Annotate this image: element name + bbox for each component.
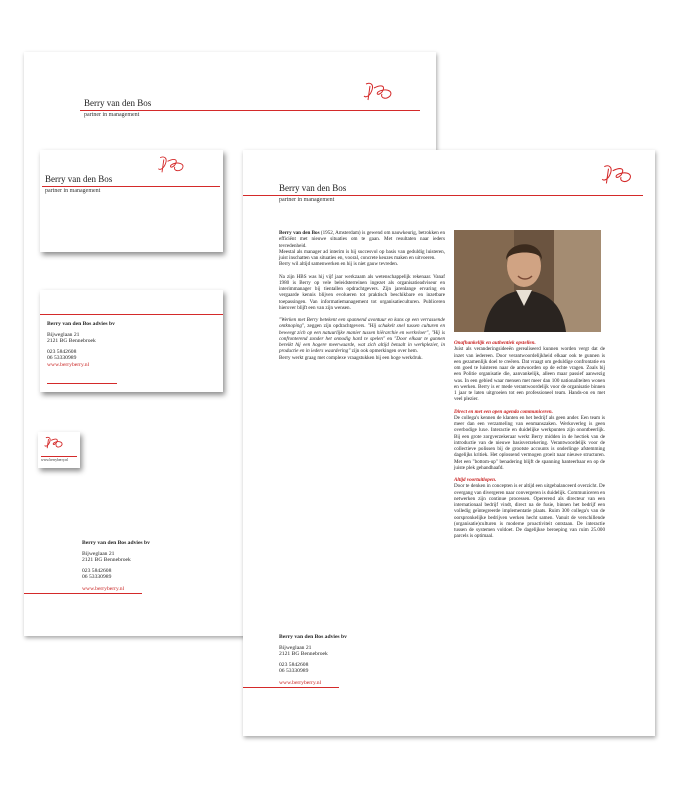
letter-address xyxy=(279,634,347,687)
city: 2121 BG Bennebroek xyxy=(279,651,328,658)
letter-brand-name: Berry van den Bos xyxy=(279,183,347,193)
section-2-heading: Direct en met een open agenda communiceren. xyxy=(454,408,553,415)
card-back-rule xyxy=(40,314,223,315)
mobile: 06 53330989 xyxy=(279,668,309,675)
card-brand-tagline: partner in management xyxy=(45,188,101,194)
card-back-bottom-rule xyxy=(47,383,117,384)
mobile: 06 53330989 xyxy=(82,574,112,581)
business-card-back xyxy=(40,290,223,392)
header-rule xyxy=(80,110,420,111)
business-card-front xyxy=(40,150,223,252)
street: Bijweglaan 21 xyxy=(279,644,312,651)
letter-footer-rule xyxy=(243,687,339,688)
company-name: Berry van den Bos advies bv xyxy=(279,634,347,640)
street: Bijweglaan 21 xyxy=(47,331,80,338)
bb-signature-icon xyxy=(598,162,640,188)
section-2: Direct en met een open agenda communiceren. De collega's kennen de klanten en het bedrijf als geen ander. Een team is meer dan een verzameling van eenmanszaken. Werkoverleg is geen overbodige luxe. Interactie en duidelijke werkpunten zijn onontbeerlijk. Bij een grote zorgverzekeraar werkt Berry midden in de hectiek van de introductie van de nieuwe basisverzekering. Verantwoordelijk voor de collectieve polissen bij de grootste accounts is onderlinge afstemming dagelijks kritiek. Het oplossend vermogen groeit naar nieuwe structuren. Met een "bottom-up" benadering blijft de spanning hanteerbaar en op de juiste plek gehandhaafd. xyxy=(454,408,605,471)
card-address xyxy=(47,321,115,369)
bb-signature-icon xyxy=(42,434,68,452)
small-card-website: www.berryberry.nl xyxy=(41,458,69,462)
city: 2121 BG Bennebroek xyxy=(82,557,131,564)
bio-right-column xyxy=(454,340,605,546)
company-name: Berry van den Bos advies bv xyxy=(47,321,115,327)
phone: 023 5842608 xyxy=(279,661,309,668)
letter-brand-tagline: partner in management xyxy=(279,197,335,203)
portrait-photo xyxy=(454,230,601,332)
brand-tagline: partner in management xyxy=(84,112,140,118)
bb-signature-icon xyxy=(360,80,400,104)
letter-header-rule xyxy=(243,195,643,196)
section-3: Altijd voortuitlopen. Door te denken in concepten is er altijd een uitgebalanceerd overzicht. De overgang van divergeren naar convergeren is duidelijk. Communiceren en netwerken zijn continue processen. Opererend als directeur van een internationaal bedrijf vindt, direct na de fusie, binnen het bedrijf een volledig geïntegreerde implementatie plaats. Ruim 300 collega's van de oorspronkelijke bedrijven werken hecht samen. Vanuit de verschillende (organisatie)culturen is moderne proactiviteit ontstaan. De interactie tussen de systemen voldoet. De dagelijkse beroeping van ruim 25.000 parcels is optimaal. xyxy=(454,477,605,540)
bio-left-column xyxy=(279,230,445,367)
city: 2121 BG Bennebroek xyxy=(47,338,96,345)
section-1-heading: Onafhankelijk en authentiek opstellen. xyxy=(454,340,536,346)
card-rule xyxy=(42,186,220,187)
brand-name: Berry van den Bos xyxy=(84,98,152,108)
street: Bijweglaan 21 xyxy=(82,550,115,557)
website-link[interactable]: www.berryberry.nl xyxy=(82,585,125,592)
mobile: 06 53330989 xyxy=(47,355,77,362)
phone: 023 5842608 xyxy=(47,348,77,355)
bio-quotes: "Werken met Berry betekent een spannend avontuur en kans op een verrassende ontknoping", zeggen zijn opdrachtgevers. "Hij schakelt snel tussen culturen en beweegt zich op een natuurlijke manier tussen hiërarchie en werkvloer", "Hij is confronterend zonder het onnodig hard te spelen" en "Door elkaar te gunnen bereikt hij een hogere meerwaarde, wat zich altijd betaalt in werkplezier, in productie en in ieders waardering" zijn ook opmerkingen over hem. Berry werkt graag met complexe vraagstukken bij een hoge werkdruk. xyxy=(279,317,446,361)
small-label-card xyxy=(38,432,80,468)
small-card-rule xyxy=(41,456,77,457)
company-name: Berry van den Bos advies bv xyxy=(82,540,150,546)
footer-rule xyxy=(24,593,142,594)
bio-intro: Berry van den Bos (1952, Amsterdam) is gewend om nauwkeurig, betrokken en efficiënt met nieuwe situaties om te gaan. Met resultaten naar ieders tevredenheid. Meestal als manager ad interim is hij succesvol op basis van geduldig luisteren, juist inschatten van situaties en, vooral, concrete keuzes maken en uitvoeren. Berry wil altijd samenwerken en hij is niet gauw tevreden. xyxy=(279,230,445,268)
section-3-heading: Altijd voortuitlopen. xyxy=(454,477,497,483)
portrait-figure xyxy=(454,230,601,332)
website-link[interactable]: www.berryberry.nl xyxy=(47,361,90,368)
back-sheet-address xyxy=(82,540,150,593)
website-link[interactable]: www.berryberry.nl xyxy=(279,679,322,686)
card-brand-name: Berry van den Bos xyxy=(45,174,113,184)
bb-signature-icon xyxy=(154,154,192,176)
section-1: Onafhankelijk en authentiek opstellen. Juist als veranderingsideeën gerealiseerd kunnen worden vergt dat de inzet van iedereen. Door verantwoordelijkheid elkaar ook te gunnen is een gezamenlijk doel te creëren. Dat vraagt om geduldige confrontatie en om goed te luisteren naar de antwoorden op de echte vragen. Zoals bij een Politie organisatie die, aanvankelijk, alleen maar passief aanwezig was. In een gebied waar mensen met meer dan 100 nationaliteiten wonen en werken. Berry is er mede verantwoordelijk voor de organisatie binnen 1 jaar te laten uitgroeien tot een professioneel team. Hands-on en met veel plezier. xyxy=(454,340,605,403)
bio-career: Na zijn HBS was hij vijf jaar werkzaam als wetenschappelijk rekenaar. Vanaf 1980 is Berry op vele beleidsterreinen ingezet als organisatieadviseur en interimmanager bij tientallen opdrachtgevers. Zijn jarenlange ervaring en vergaarde kennis blijven evolueren tot praktisch beschikbare en inzetbare toepassingen. Van informatiemanagement tot organisatieculturen. Publiceren hierover blijft een van zijn wensen. xyxy=(279,273,445,311)
letter-front-sheet xyxy=(243,150,655,736)
phone: 023 5842608 xyxy=(82,567,112,574)
